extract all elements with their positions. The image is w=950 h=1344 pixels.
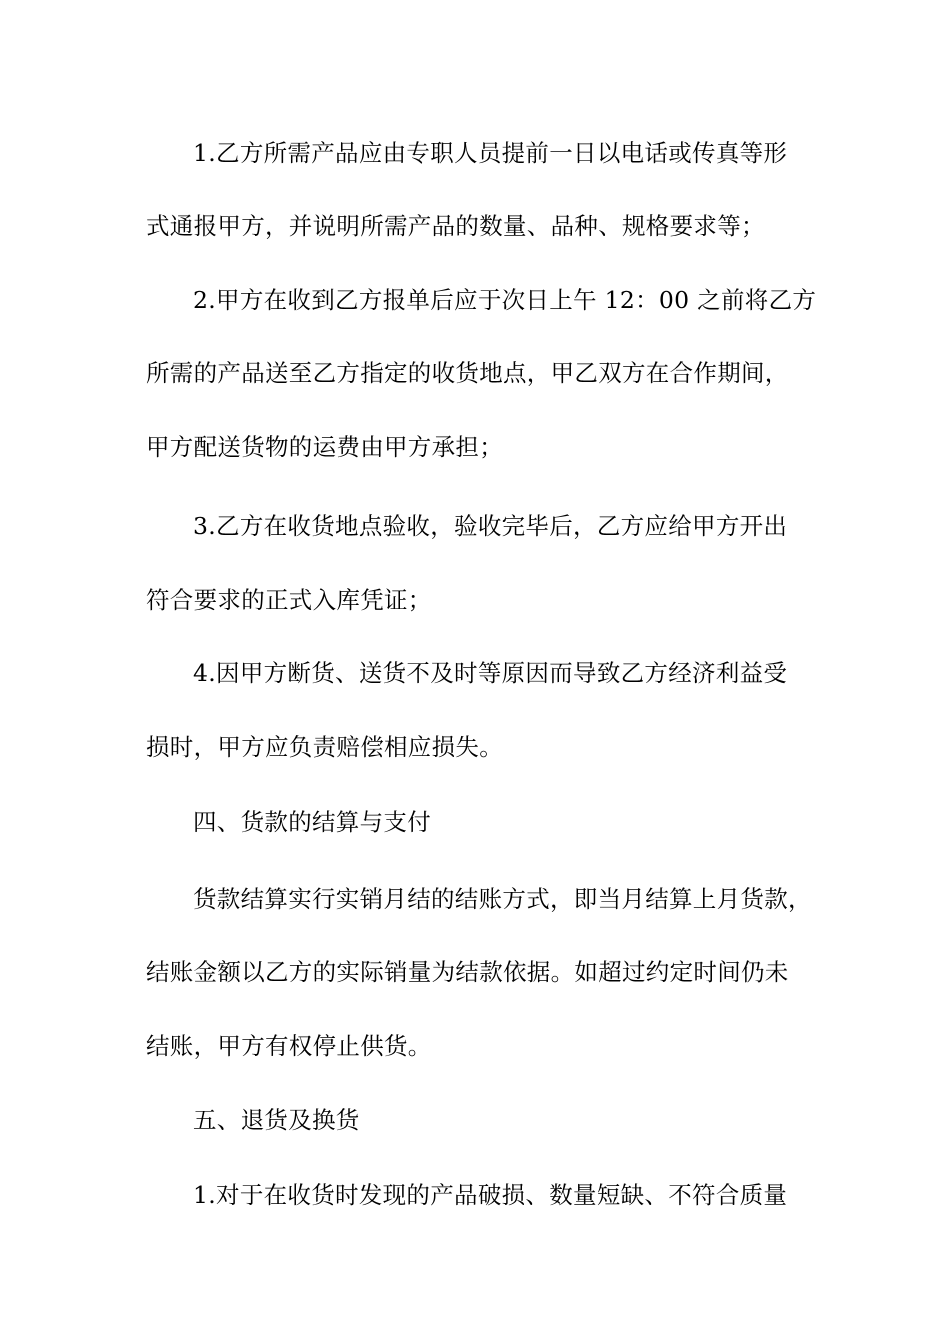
section-4-paragraph-line-3: 结账，甲方有权停止供货。 bbox=[146, 1032, 432, 1060]
clause-3-2-line-2: 所需的产品送至乙方指定的收货地点，甲乙双方在合作期间， bbox=[146, 359, 789, 387]
section-5-heading: 五、退货及换货 bbox=[193, 1106, 360, 1134]
clause-3-3-line-2: 符合要求的正式入库凭证； bbox=[146, 586, 432, 614]
clause-3-3-line-1: 3.乙方在收货地点验收，验收完毕后，乙方应给甲方开出 bbox=[193, 512, 788, 540]
clause-3-1-line-2: 式通报甲方，并说明所需产品的数量、品种、规格要求等； bbox=[146, 212, 765, 240]
section-4-paragraph-line-2: 结账金额以乙方的实际销量为结款依据。如超过约定时间仍未 bbox=[146, 958, 789, 986]
section-4-heading: 四、货款的结算与支付 bbox=[193, 808, 431, 836]
clause-5-1-line-1: 1.对于在收货时发现的产品破损、数量短缺、不符合质量 bbox=[193, 1181, 788, 1209]
section-4-paragraph-line-1: 货款结算实行实销月结的结账方式，即当月结算上月货款， bbox=[193, 885, 812, 913]
clause-3-4-line-1: 4.因甲方断货、送货不及时等原因而导致乙方经济利益受 bbox=[193, 659, 788, 687]
clause-3-2-line-1: 2.甲方在收到乙方报单后应于次日上午 12：00 之前将乙方 bbox=[193, 286, 817, 314]
clause-3-4-line-2: 损时，甲方应负责赔偿相应损失。 bbox=[146, 733, 503, 761]
clause-3-2-line-3: 甲方配送货物的运费由甲方承担； bbox=[146, 433, 503, 461]
clause-3-1-line-1: 1.乙方所需产品应由专职人员提前一日以电话或传真等形 bbox=[193, 139, 788, 167]
